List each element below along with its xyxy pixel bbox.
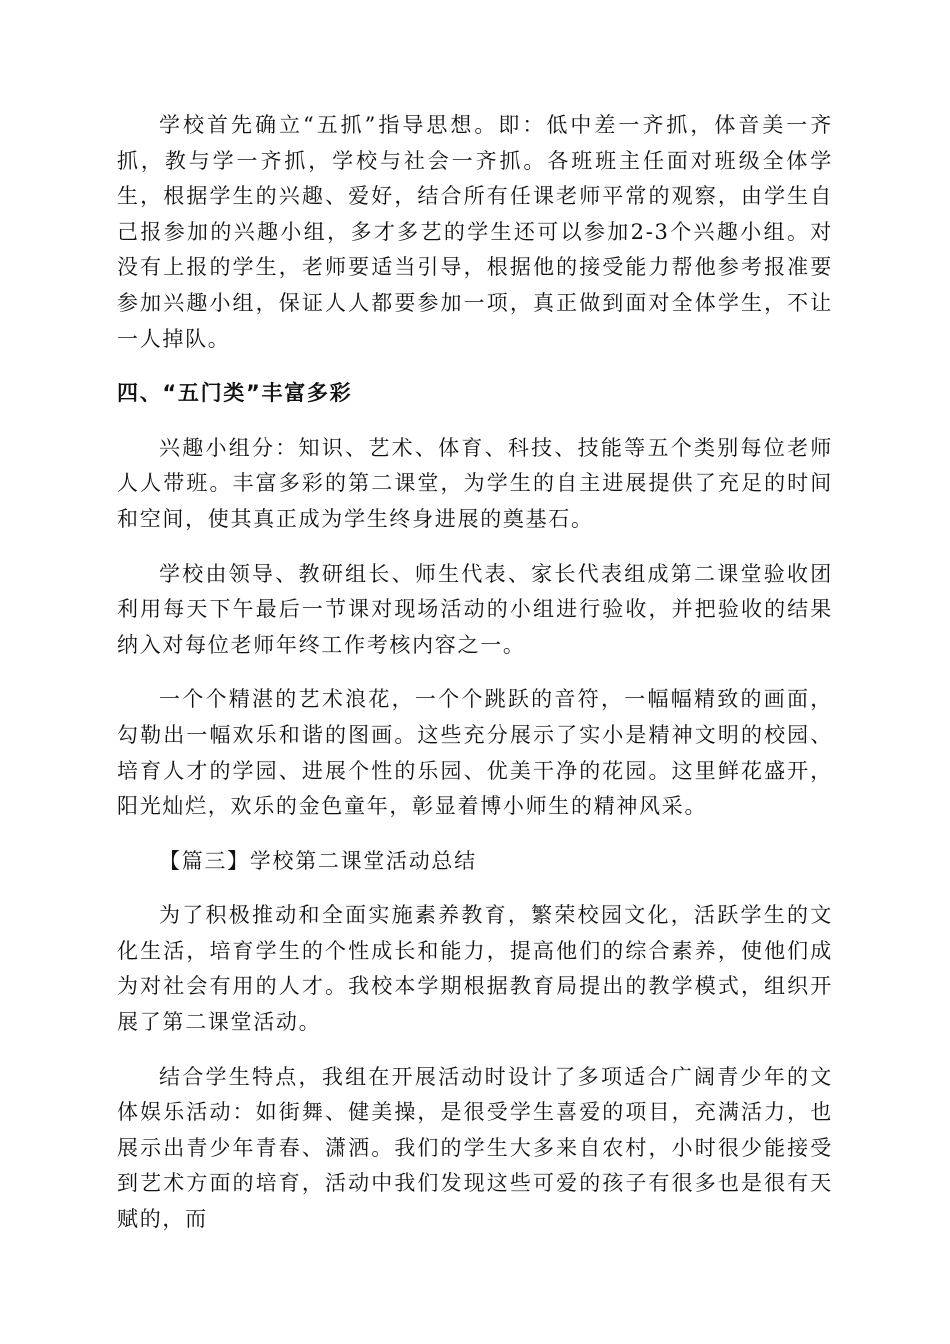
paragraph-gap [117,538,833,557]
paragraph-five-grasps: 学校首先确立“五抓”指导思想。即：低中差一齐抓，体音美一齐抓，教与学一齐抓，学校与社会一齐抓。各班班主任面对班级全体学生，根据学生的兴趣、爱好，结合所有任课老师平常的观察，由学生自己报参加的兴趣小组，多才多艺的学生还可以参加2-3个兴趣小组。对没有上报的学生，老师要适当引导，根据他的接受能力帮他参考报准要参加兴趣小组，保证人人都要参加一项，真正做到面对全体学生，不让一人掉队。 [117,113,833,351]
paragraph-art-flowers: 一个个精湛的艺术浪花，一个个跳跃的音符，一幅幅精致的画面，勾勒出一幅欢乐和谐的图画。这些充分展示了实小是精神文明的校园、培育人才的学园、进展个性的乐园、优美干净的花园。这里鲜花盛开，阳光灿烂，欢乐的金色童年，彰显着博小师生的精神风采。 [117,687,833,819]
section-heading-four: 四、“五门类”丰富多彩 [117,381,353,406]
paragraph-gap [117,825,833,844]
paragraph-gap [117,1041,833,1060]
paragraph-five-categories: 兴趣小组分：知识、艺术、体育、科技、技能等五个类别每位老师人人带班。丰富多彩的第二课堂，为学生的自主进展提供了充足的时间和空间，使其真正成为学生终身进展的奠基石。 [117,435,833,531]
paragraph-quality-education: 为了积极推动和全面实施素养教育，繁荣校园文化，活跃学生的文化生活，培育学生的个性成长和能力，提高他们的综合素养，使他们成为对社会有用的人才。我校本学期根据教育局提出的教学模式，组织开展了第二课堂活动。 [117,903,833,1035]
paragraph-gap [117,879,833,898]
paragraph-gap [117,663,833,682]
paragraph-student-activities: 结合学生特点，我组在开展活动时设计了多项适合广阔青少年的文体娱乐活动：如街舞、健美操，是很受学生喜爱的项目，充满活力，也展示出青少年青春、潇洒。我们的学生大多来自农村，小时很少能接受到艺术方面的培育，活动中我们发现这些可爱的孩子有很多也是很有天赋的，而 [117,1064,833,1232]
paragraph-acceptance-team: 学校由领导、教研组长、师生代表、家长代表组成第二课堂验收团利用每天下午最后一节课对现场活动的小组进行验收，并把验收的结果纳入对每位老师年终工作考核内容之一。 [117,561,833,657]
chapter-title-part-three: 【篇三】学校第二课堂活动总结 [159,848,477,873]
paragraph-gap [117,412,833,431]
paragraph-gap [117,357,833,376]
